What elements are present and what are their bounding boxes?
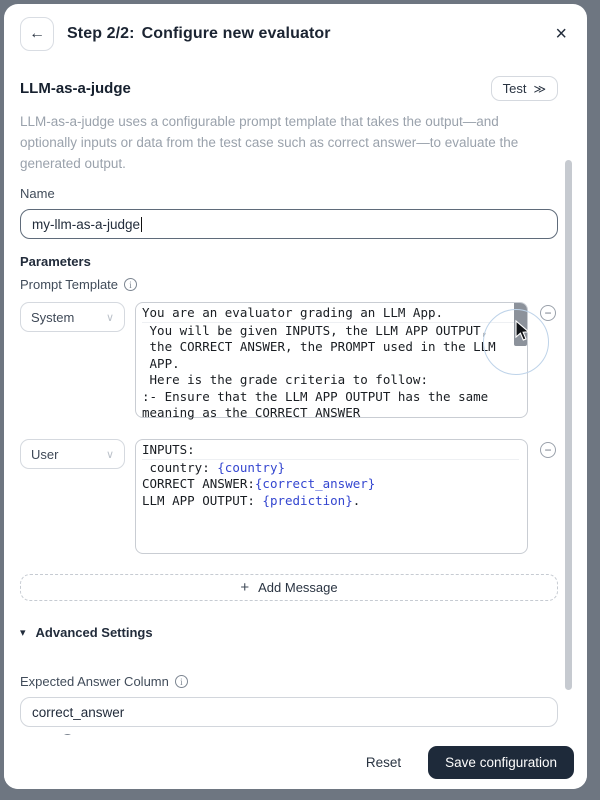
code-line: APP. [142,355,180,371]
template-variable: {prediction} [262,492,353,508]
reset-button[interactable]: Reset [365,754,402,770]
chevron-down-icon: ∨ [105,448,114,461]
code-line: INPUTS: [142,442,519,460]
prompt-editor-user[interactable] [135,439,528,554]
code-line: the CORRECT ANSWER, the PROMPT used in the LLM [142,339,496,354]
editor-scrollbar[interactable] [514,303,527,346]
configure-evaluator-modal [4,4,587,789]
template-variable: {correct_answer} [254,476,376,491]
test-button-label: Test [502,81,527,96]
back-button[interactable] [20,17,54,51]
save-configuration-button[interactable]: Save configuration [428,746,574,779]
evaluator-description: LLM-as-a-judge uses a configurable prompt template that takes the output—and optionally inputs or data from the test case such as correct answer—to evaluate the generated output. [20,114,519,171]
prompt-template-row [20,277,558,292]
minus-icon: − [544,306,552,320]
parameters-label: Parameters [20,254,91,269]
remove-message-button[interactable] [540,305,556,321]
role-select-user[interactable] [20,439,125,469]
role-select-value: System [31,309,75,325]
advanced-settings-label: Advanced Settings [35,625,153,640]
minus-icon: − [544,443,552,457]
chevron-down-icon: ∨ [105,311,114,324]
modal-title-text: Configure new evaluator [141,25,331,42]
expected-answer-row [20,674,558,689]
name-input[interactable] [20,209,558,239]
template-variable: {country} [217,459,285,475]
role-select-value: User [31,446,59,462]
test-button[interactable] [491,76,558,101]
remove-message-button[interactable] [540,442,556,458]
evaluator-name-heading: LLM-as-a-judge [20,80,131,97]
expected-answer-input[interactable] [20,697,558,727]
name-label: Name [20,186,55,201]
code-line: :- Ensure that the LLM APP OUTPUT has the same [142,388,489,404]
step-label: Step 2/2: [67,25,135,42]
name-input-value: my-llm-as-a-judge [32,216,141,232]
code-line: Here is the grade criteria to follow: [142,372,428,387]
message-row-user [20,439,558,554]
back-arrow-icon: ← [29,25,45,42]
advanced-settings-toggle[interactable] [20,625,558,640]
text-caret [141,217,142,232]
code-line: meaning as the CORRECT ANSWER [142,405,361,420]
triangle-down-icon: ▾ [20,627,26,639]
message-row-system [20,302,558,418]
modal-body [4,52,587,735]
info-icon[interactable]: i [124,278,137,291]
evaluator-header-row [20,76,558,101]
expected-answer-label: Expected Answer Column [20,674,169,689]
code-line: You will be given INPUTS, the LLM APP OUTPUT, [142,322,489,338]
add-message-button[interactable] [20,574,558,601]
close-icon: × [555,23,567,45]
code-line: country: {country} [142,459,285,475]
add-message-label: Add Message [258,580,338,595]
close-button[interactable] [555,24,567,44]
plus-icon: + [240,579,250,596]
prompt-editor-system[interactable] [135,302,528,418]
modal-footer [4,735,587,789]
modal-scrollbar[interactable] [565,160,572,690]
prompt-template-label: Prompt Template [20,277,119,292]
code-line: LLM APP OUTPUT: {prediction}. [142,492,361,508]
modal-title [67,25,331,43]
code-line: You are an evaluator grading an LLM App. [142,305,519,323]
double-chevron-right-icon: ≫ [533,81,546,96]
modal-header [4,4,587,52]
info-icon[interactable]: i [175,675,188,688]
role-select-system[interactable] [20,302,125,332]
code-line: CORRECT ANSWER:{correct_answer} [142,476,376,491]
